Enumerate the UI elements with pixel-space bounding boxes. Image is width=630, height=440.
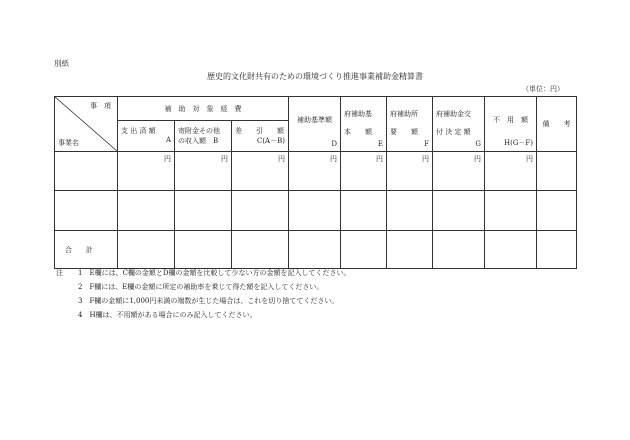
col-g-line1: 府補助金交 bbox=[436, 110, 471, 118]
col-d-line2: D bbox=[331, 140, 337, 148]
table-cell bbox=[341, 152, 387, 191]
header-corner-cell bbox=[55, 97, 118, 152]
table-cell bbox=[485, 191, 537, 231]
table-cell bbox=[175, 152, 232, 191]
unit-label: （単位：円） bbox=[522, 85, 564, 93]
table-row-total bbox=[55, 231, 577, 269]
table-cell bbox=[118, 152, 175, 191]
col-header-a bbox=[118, 121, 175, 152]
col-header-remarks: 備 考 bbox=[537, 97, 577, 152]
col-b-line2: の収入額 B bbox=[178, 137, 219, 145]
table-cell bbox=[387, 231, 433, 269]
table-cell bbox=[341, 231, 387, 269]
col-f-line3: F bbox=[424, 140, 429, 148]
table-cell bbox=[232, 152, 289, 191]
table-cell bbox=[175, 231, 232, 269]
yen-unit: 円 bbox=[330, 155, 337, 163]
col-a-line1: 支 出 済 額 bbox=[121, 127, 156, 135]
col-f-line2: 要 額 bbox=[390, 128, 418, 136]
yen-unit: 円 bbox=[376, 155, 383, 163]
table-cell bbox=[118, 191, 175, 231]
table-cell bbox=[433, 231, 485, 269]
document-title: 歴史的文化財共有のための環境づくり推進事業補助金精算書 bbox=[207, 72, 423, 81]
table-cell bbox=[289, 191, 341, 231]
note-item: 2 F欄には、E欄の金額に所定の補助率を乗じて得た額を記入してください。 bbox=[78, 283, 324, 291]
col-header-c bbox=[232, 121, 289, 152]
yen-unit: 円 bbox=[422, 155, 429, 163]
col-e-line1: 府補助基 bbox=[344, 110, 372, 118]
yen-unit: 円 bbox=[221, 155, 228, 163]
col-e-line2: 本 額 bbox=[344, 128, 372, 136]
note-item: 3 F欄の金額に1,000円未満の端数が生じた場合は、これを切り捨ててください。 bbox=[78, 297, 339, 305]
table-cell bbox=[232, 231, 289, 269]
col-g-line3: G bbox=[475, 140, 481, 148]
settlement-table bbox=[54, 96, 577, 269]
table-cell bbox=[232, 191, 289, 231]
table-cell bbox=[537, 191, 577, 231]
col-h-line1: 不 用 額 bbox=[493, 116, 528, 124]
table-cell bbox=[175, 191, 232, 231]
col-header-h bbox=[485, 97, 537, 152]
col-header-g bbox=[433, 97, 485, 152]
table-cell bbox=[341, 191, 387, 231]
corner-bottom-label: 事業名 bbox=[58, 139, 79, 147]
total-label: 合計 bbox=[55, 231, 118, 269]
col-header-d bbox=[289, 97, 341, 152]
table-row bbox=[55, 191, 577, 231]
col-header-e bbox=[341, 97, 387, 152]
col-b-line1: 寄附金その他 bbox=[178, 127, 220, 135]
col-c-line2: C(A－B) bbox=[256, 137, 285, 145]
group-header-eligible-costs: 補 助 対 象 経 費 bbox=[118, 97, 289, 121]
note-item: 1 E欄には、C欄の金額とD欄の金額を比較して少ない方の金額を記入してください。 bbox=[78, 269, 351, 277]
note-item: 4 H欄は、不用額がある場合にのみ記入してください。 bbox=[78, 311, 257, 319]
attachment-label: 別紙 bbox=[54, 59, 69, 68]
col-h-line2: H(G－F) bbox=[503, 139, 533, 147]
col-d-line1: 補助基準額 bbox=[297, 116, 332, 124]
table-cell bbox=[387, 191, 433, 231]
table-cell bbox=[433, 152, 485, 191]
yen-unit: 円 bbox=[164, 155, 171, 163]
yen-unit: 円 bbox=[526, 155, 533, 163]
table-cell bbox=[537, 231, 577, 269]
table-cell bbox=[289, 231, 341, 269]
table-cell bbox=[118, 231, 175, 269]
table-cell bbox=[289, 152, 341, 191]
table-cell bbox=[55, 191, 118, 231]
col-header-b bbox=[175, 121, 232, 152]
table-cell bbox=[387, 152, 433, 191]
col-header-f bbox=[387, 97, 433, 152]
corner-top-label: 事 項 bbox=[90, 102, 111, 110]
col-g-line2: 付 決 定 額 bbox=[436, 128, 471, 136]
table-cell bbox=[485, 231, 537, 269]
col-f-line1: 府補助所 bbox=[390, 110, 418, 118]
table-cell bbox=[537, 152, 577, 191]
col-a-line2: A bbox=[165, 136, 171, 144]
table-cell bbox=[433, 191, 485, 231]
table-row bbox=[55, 152, 577, 191]
table-cell bbox=[55, 152, 118, 191]
col-e-line3: E bbox=[377, 140, 383, 148]
notes-mark: 注 bbox=[56, 269, 63, 277]
yen-unit: 円 bbox=[474, 155, 481, 163]
yen-unit: 円 bbox=[278, 155, 285, 163]
col-c-line1: 差 引 額 bbox=[235, 127, 284, 135]
table-cell bbox=[485, 152, 537, 191]
